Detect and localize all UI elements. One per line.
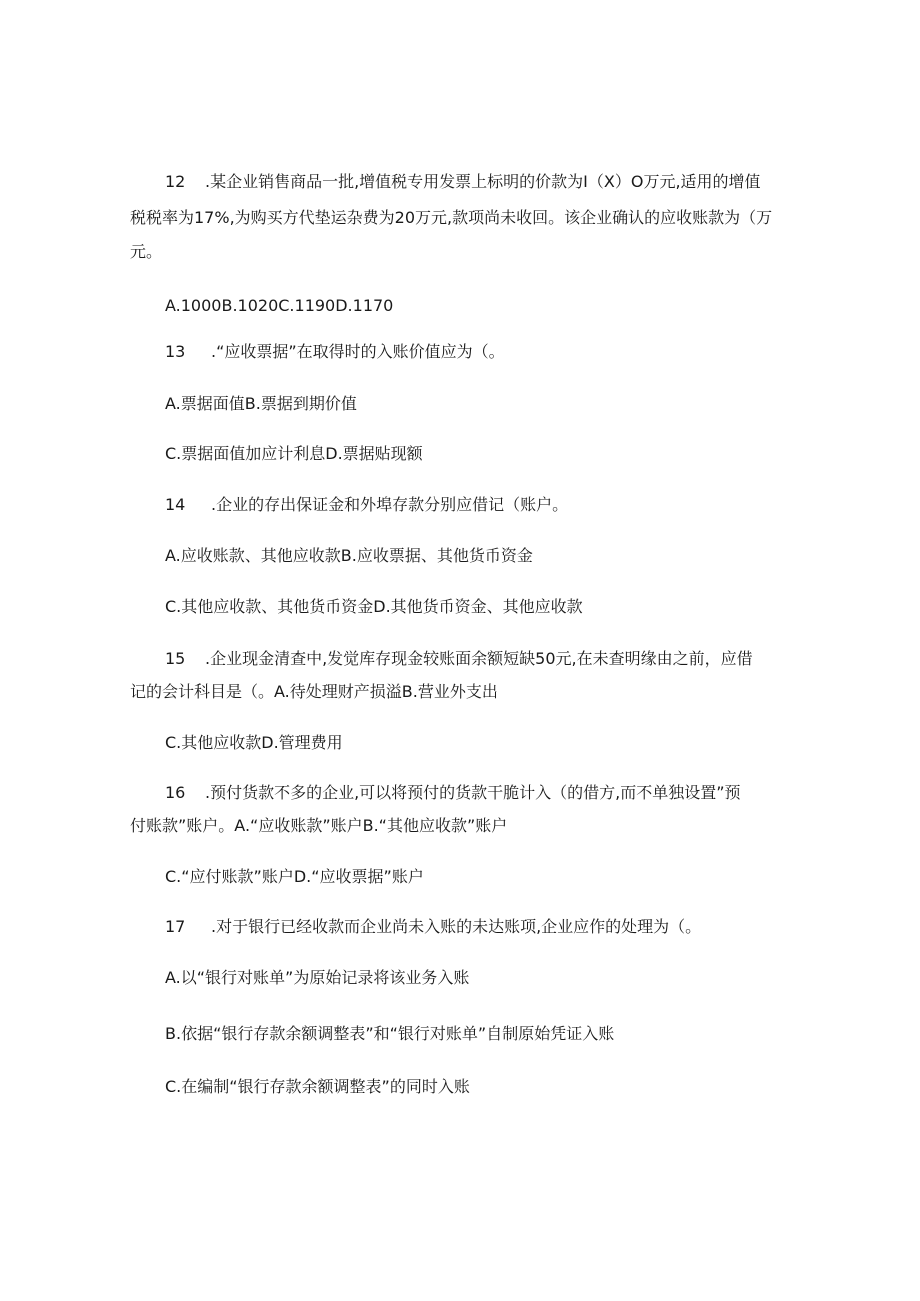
question-12-line-1	[165, 167, 790, 197]
question-number: 14	[165, 495, 186, 514]
question-number: 16	[165, 783, 186, 802]
question-15-options-2	[165, 728, 790, 758]
options-text: C.“应付账款”账户D.“应收票据”账户	[165, 867, 424, 886]
question-13-line-1	[165, 337, 790, 367]
question-16-line-1	[165, 778, 790, 808]
question-17-option-a	[165, 963, 790, 993]
question-text: 税税率为17%,为购买方代垫运杂费为20万元,款项尚未收回。该企业确认的应收账款为（万	[130, 208, 773, 227]
options-text: A.票据面值B.票据到期价值	[165, 394, 357, 413]
question-text: .企业的存出保证金和外埠存款分别应借记（账户。	[211, 495, 569, 514]
question-12-line-2	[130, 203, 790, 233]
question-number: 17	[165, 917, 186, 936]
question-15-line-1	[165, 644, 790, 674]
question-17-line-1	[165, 912, 790, 942]
question-text: .预付货款不多的企业,可以将预付的货款干脆计入（的借方,而不单独设置”预	[205, 783, 741, 802]
question-text: 付账款”账户。A.“应收账款”账户B.“其他应收款”账户	[130, 816, 508, 835]
question-number: 12	[165, 172, 186, 191]
question-16-line-2	[130, 811, 790, 841]
options-text: C.票据面值加应计利息D.票据贴现额	[165, 444, 423, 463]
question-17-option-b	[165, 1019, 790, 1049]
options-text: A.应收账款、其他应收款B.应收票据、其他货币资金	[165, 546, 533, 565]
question-text: 元。	[130, 242, 163, 261]
question-13-options-2	[165, 439, 790, 469]
question-text: .对于银行已经收款而企业尚未入账的未达账项,企业应作的处理为（。	[211, 917, 702, 936]
question-12-options	[165, 291, 790, 321]
options-text: C.其他应收款、其他货币资金D.其他货币资金、其他应收款	[165, 597, 583, 616]
question-12-line-3	[130, 237, 790, 267]
question-16-options-2	[165, 862, 790, 892]
question-text: .企业现金清查中,发觉库存现金较账面余额短缺50元,在未查明缘由之前，应借	[205, 649, 753, 668]
question-14-options-1	[165, 541, 790, 571]
options-text: C.在编制“银行存款余额调整表”的同时入账	[165, 1077, 470, 1096]
question-15-line-2	[130, 677, 790, 707]
question-number: 13	[165, 342, 186, 361]
question-text: .“应收票据”在取得时的入账价值应为（。	[211, 342, 505, 361]
question-17-option-c	[165, 1072, 790, 1102]
options-text: B.依据“银行存款余额调整表”和“银行对账单”自制原始凭证入账	[165, 1024, 615, 1043]
question-text: .某企业销售商品一批,增值税专用发票上标明的价款为I（X）O万元,适用的增值	[205, 172, 761, 191]
question-14-options-2	[165, 592, 790, 622]
question-14-line-1	[165, 490, 790, 520]
question-13-options-1	[165, 389, 790, 419]
options-text: A.1000B.1020C.1190D.1170	[165, 296, 394, 315]
options-text: A.以“银行对账单”为原始记录将该业务入账	[165, 968, 470, 987]
options-text: C.其他应收款D.管理费用	[165, 733, 343, 752]
question-number: 15	[165, 649, 186, 668]
question-text: 记的会计科目是（。A.待处理财产损溢B.营业外支出	[130, 682, 498, 701]
